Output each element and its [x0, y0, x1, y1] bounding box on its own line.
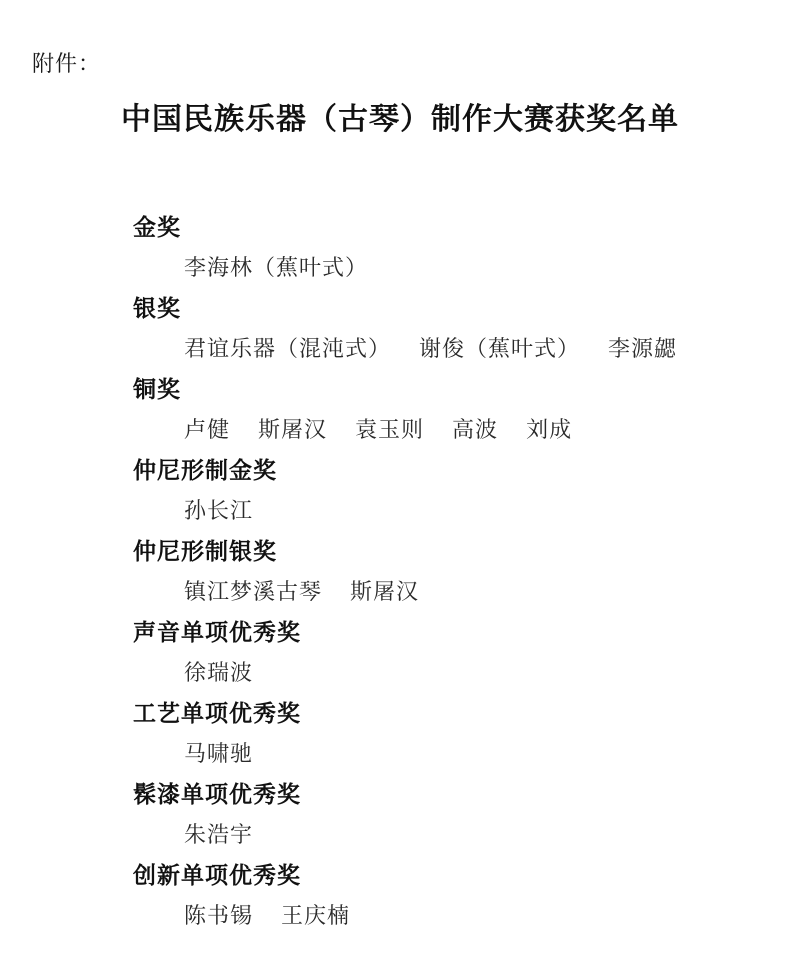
winner-name: 镇江梦溪古琴 [184, 580, 323, 605]
winner-list [133, 572, 677, 613]
award-name: 仲尼形制银奖 [133, 539, 277, 565]
winner-list [133, 896, 677, 937]
award-name: 银奖 [133, 296, 181, 322]
award-section [133, 613, 677, 694]
winner-name: 孙长江 [184, 499, 254, 524]
award-name: 创新单项优秀奖 [133, 863, 301, 889]
winner-list [133, 653, 677, 694]
award-list [133, 208, 677, 937]
winner-name: 君谊乐器（混沌式） [184, 337, 392, 362]
winner-name: 李源勰 [608, 337, 678, 362]
award-section [133, 289, 677, 370]
winner-name: 谢俊（蕉叶式） [419, 337, 581, 362]
winner-name: 马啸驰 [184, 742, 254, 767]
winner-name: 王庆楠 [281, 904, 351, 929]
winner-name: 卢健 [184, 418, 231, 443]
winner-name: 李海林（蕉叶式） [184, 256, 369, 281]
award-name: 铜奖 [133, 377, 181, 403]
award-section [133, 208, 677, 289]
award-section [133, 532, 677, 613]
award-section [133, 856, 677, 937]
winner-name: 斯屠汉 [258, 418, 328, 443]
winner-name: 刘成 [526, 418, 573, 443]
award-section [133, 694, 677, 775]
winner-name: 袁玉则 [355, 418, 425, 443]
winner-list [133, 491, 677, 532]
winner-name: 陈书锡 [184, 904, 254, 929]
award-name: 工艺单项优秀奖 [133, 701, 301, 727]
award-name: 金奖 [133, 215, 181, 241]
winner-list [133, 815, 677, 856]
attachment-label: 附件： [32, 52, 102, 77]
winner-name: 朱浩宇 [184, 823, 254, 848]
winner-name: 徐瑞波 [184, 661, 254, 686]
winner-list [133, 248, 677, 289]
award-name: 髹漆单项优秀奖 [133, 782, 301, 808]
winner-name: 斯屠汉 [350, 580, 420, 605]
page-title: 中国民族乐器（古琴）制作大赛获奖名单 [121, 102, 679, 137]
winner-list [133, 410, 677, 451]
award-name: 声音单项优秀奖 [133, 620, 301, 646]
winner-list [133, 734, 677, 775]
winner-list [133, 329, 677, 370]
award-section [133, 775, 677, 856]
award-section [133, 451, 677, 532]
award-section [133, 370, 677, 451]
winner-name: 高波 [452, 418, 499, 443]
award-name: 仲尼形制金奖 [133, 458, 277, 484]
